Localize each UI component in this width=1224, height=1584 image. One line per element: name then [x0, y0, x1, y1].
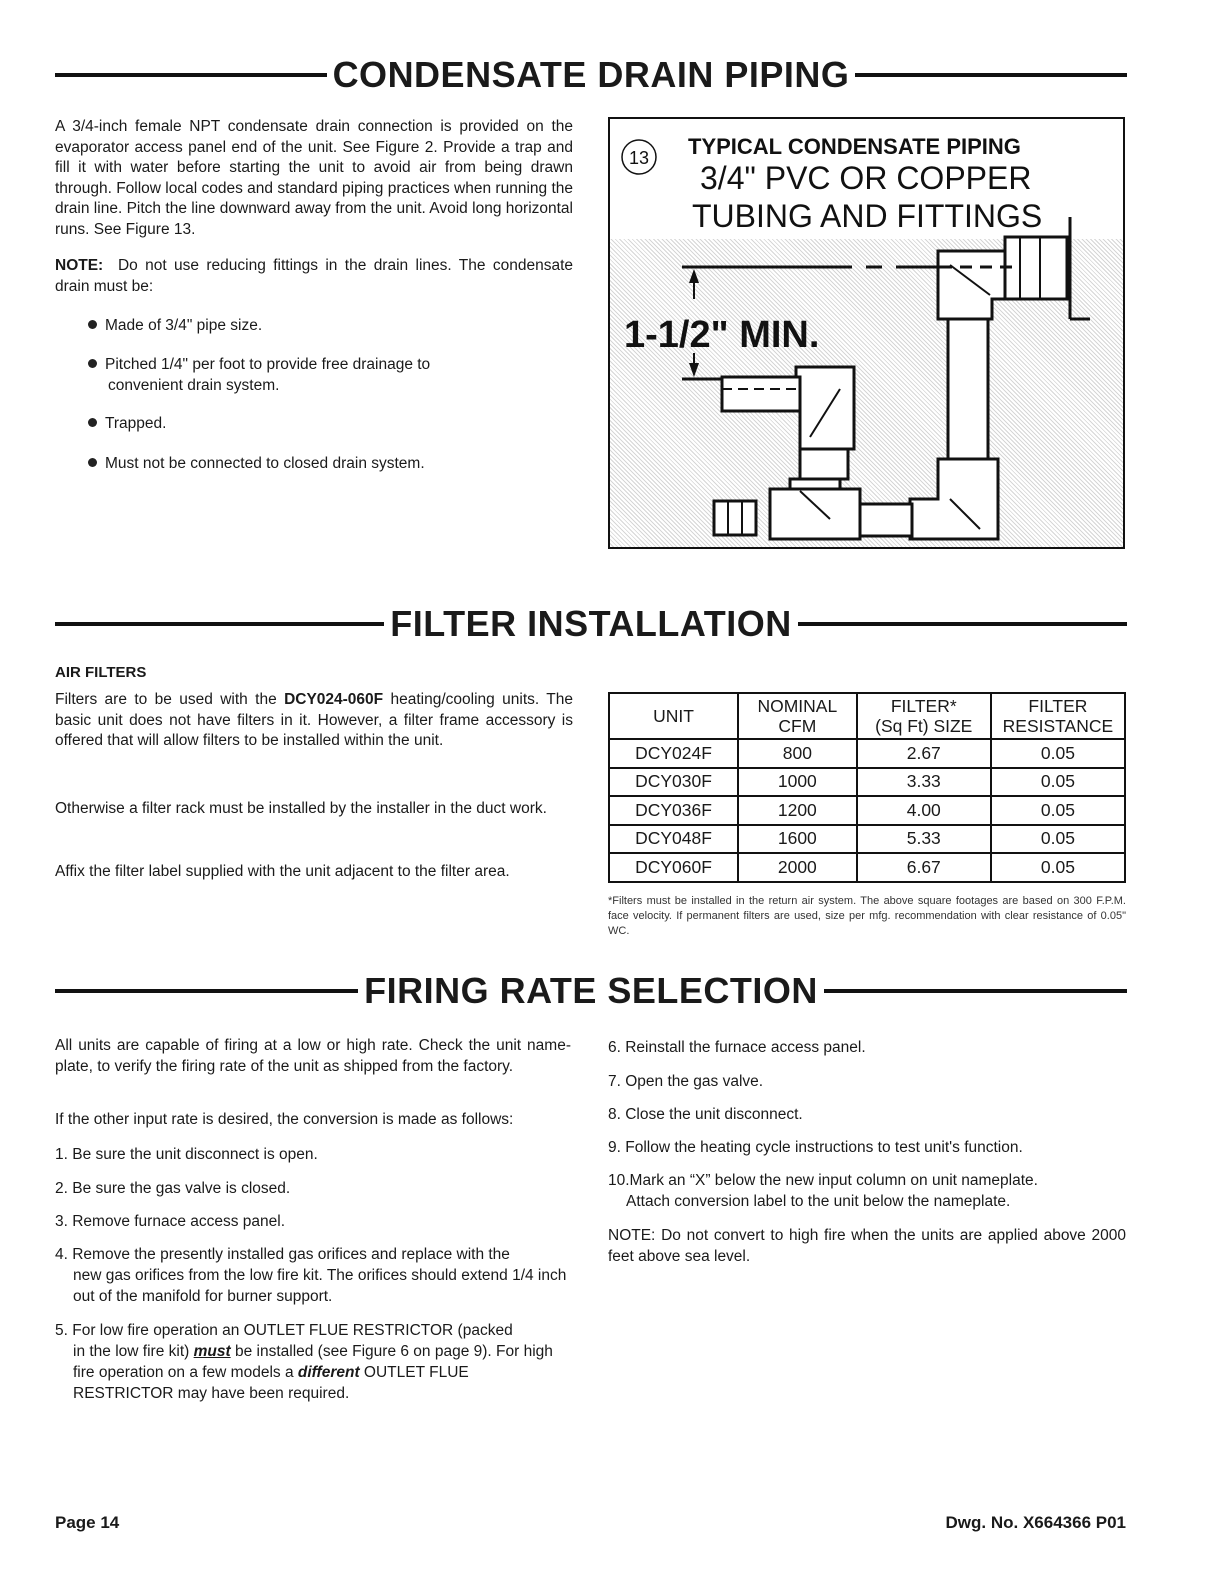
emphasis-different: different [297, 1364, 360, 1381]
table-row: DCY048F 1600 5.33 0.05 [609, 825, 1125, 854]
condensate-heading: CONDENSATE DRAIN PIPING [332, 54, 850, 95]
filter-heading: FILTER INSTALLATION [390, 603, 792, 644]
filter-paragraph-1: Filters are to be used with the DCY024-060F heating/cooling units. The basic unit does not have filters in it. However, a filter frame accessory is offered that will allow filters to be installed within the unit. [55, 691, 573, 749]
heading-rule-left [55, 73, 327, 77]
filter-footnote: *Filters must be installed in the return air system. The above square footages are based on 300 F.P.M. face velocity. If permanent filters are used, size per mfg. recommendation with clear resistance of 0.05" WC. [608, 895, 1126, 937]
firing-heading: FIRING RATE SELECTION [364, 970, 818, 1011]
bullet-item: Made of 3/4" pipe size. [88, 316, 262, 337]
table-header-row [609, 693, 1125, 739]
bullet-dot-icon [88, 320, 97, 329]
column-header-resistance: FILTER RESISTANCE [991, 693, 1125, 739]
step-6: 6. Reinstall the furnace access panel. [608, 1039, 866, 1056]
model-range: DCY024-060F [284, 691, 384, 708]
dimension-label: 1-1/2" MIN. [624, 314, 820, 356]
condensate-intro: A 3/4-inch female NPT condensate drain connection is provided on the evaporator access panel end of the unit. See Figure 2. Provide a trap and fill it with water before starting the unit to avoid air from being drawn through. Follow local codes and standard piping practices when running the drain line. Pitch the line downward away from the unit. Avoid long horizontal runs. See Figure 13. [55, 118, 573, 238]
firing-intro-2: If the other input rate is desired, the conversion is made as follows: [55, 1111, 514, 1128]
section-heading-filter [55, 603, 1127, 645]
column-header-unit: UNIT [609, 693, 738, 739]
step-1: 1. Be sure the unit disconnect is open. [55, 1146, 318, 1163]
filter-table [608, 692, 1126, 883]
note-label: NOTE: [55, 257, 104, 274]
step-10: 10.Mark an “X” below the new input column on unit nameplate. Attach conversion label to the unit below the nameplate. [608, 1172, 1038, 1210]
step-4: 4. Remove the presently installed gas orifices and replace with the new gas orifices from the low fire kit. The orifices should extend 1/4 inch out of the manifold for burner support. [55, 1246, 567, 1305]
column-header-cfm: NOMINAL CFM [738, 693, 857, 739]
piping-diagram [610, 119, 1123, 547]
figure-number: 13 [628, 148, 650, 168]
table-row: DCY060F 2000 6.67 0.05 [609, 853, 1125, 882]
heading-rule-left [55, 622, 384, 626]
note-text: Do not use reducing fittings in the drain lines. The condensate drain must be: [55, 257, 573, 295]
figure-line2: TUBING AND FITTINGS [692, 198, 1043, 234]
heading-rule-right [824, 989, 1127, 993]
firing-note: NOTE: Do not convert to high fire when the units are applied above 2000 feet above sea level. [608, 1227, 1126, 1265]
column-header-filter-size: FILTER* (Sq Ft) SIZE [857, 693, 991, 739]
emphasis-must: must [193, 1343, 231, 1360]
air-filters-subheading: AIR FILTERS [55, 664, 147, 681]
step-3: 3. Remove furnace access panel. [55, 1213, 286, 1230]
bullet-dot-icon [88, 418, 97, 427]
section-heading-firing [55, 970, 1127, 1012]
figure-13-condensate-piping [608, 117, 1125, 549]
table-row: DCY030F 1000 3.33 0.05 [609, 768, 1125, 797]
bullet-dot-icon [88, 359, 97, 368]
table-row: DCY024F 800 2.67 0.05 [609, 739, 1125, 768]
figure-line1: 3/4" PVC OR COPPER [700, 160, 1032, 196]
table-row: DCY036F 1200 4.00 0.05 [609, 796, 1125, 825]
drawing-number: Dwg. No. X664366 P01 [945, 1513, 1126, 1532]
heading-rule-left [55, 989, 358, 993]
section-heading-condensate [55, 54, 1127, 96]
bullet-item: Pitched 1/4" per foot to provide free drainage to convenient drain system. [88, 355, 430, 396]
firing-intro: All units are capable of firing at a low or high rate. Check the unit name-plate, to verify the firing rate of the unit as shipped from the factory. [55, 1037, 571, 1075]
step-9: 9. Follow the heating cycle instructions to test unit's function. [608, 1139, 1023, 1156]
step-8: 8. Close the unit disconnect. [608, 1106, 803, 1123]
condensate-note [55, 256, 573, 297]
heading-rule-right [798, 622, 1127, 626]
step-7: 7. Open the gas valve. [608, 1073, 764, 1090]
step-5: 5. For low fire operation an OUTLET FLUE RESTRICTOR (packed in the low fire kit) must be installed (see Figure 6 on page 9). For high fire operation on a few models a different OUTLET FLUE RESTRICTOR may have been required. [55, 1322, 553, 1402]
bullet-item: Trapped. [88, 414, 166, 435]
filter-paragraph-3: Affix the filter label supplied with the unit adjacent to the filter area. [55, 863, 510, 880]
heading-rule-right [855, 73, 1127, 77]
bullet-item: Must not be connected to closed drain system. [88, 454, 425, 475]
step-2: 2. Be sure the gas valve is closed. [55, 1180, 291, 1197]
bullet-dot-icon [88, 458, 97, 467]
page-number: Page 14 [55, 1513, 120, 1532]
filter-paragraph-2: Otherwise a filter rack must be installed by the installer in the duct work. [55, 800, 547, 817]
figure-title: TYPICAL CONDENSATE PIPING [688, 134, 1021, 159]
